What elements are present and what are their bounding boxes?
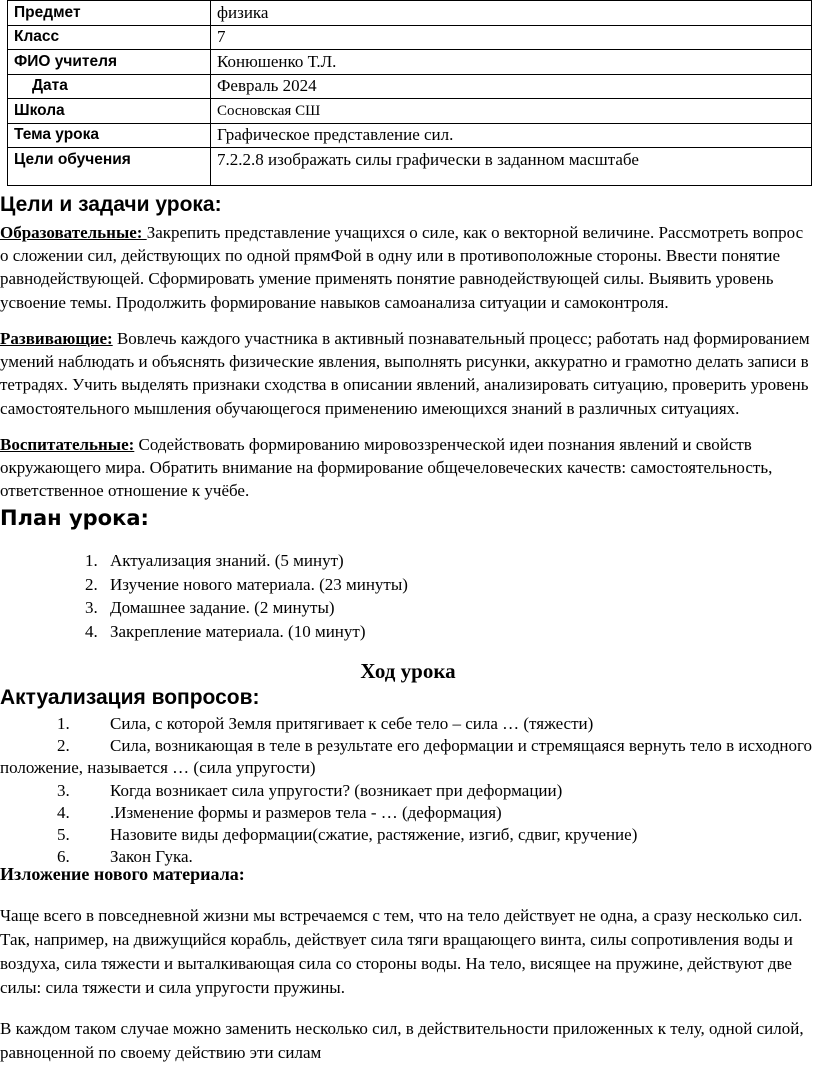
plan-heading: План урока:	[0, 506, 149, 530]
item-number: 2.	[57, 736, 70, 756]
table-row	[8, 148, 812, 186]
school-value: Сосновская СШ	[211, 99, 812, 124]
subject-label: Предмет	[8, 1, 211, 26]
developing-label: Развивающие:	[0, 329, 113, 348]
lesson-course-heading: Ход урока	[360, 659, 456, 683]
goals-heading: Цели и задачи урока:	[0, 193, 222, 216]
table-row	[8, 25, 812, 50]
topic-value: Графическое представление сил.	[211, 123, 812, 148]
topic-label: Тема урока	[8, 123, 211, 148]
item-number: 4.	[85, 621, 98, 641]
item-text: Изучение нового материала. (23 минуты)	[110, 574, 408, 594]
developing-goals	[0, 327, 812, 420]
item-number: 5.	[57, 825, 70, 845]
list-item	[0, 802, 812, 824]
item-text: Назовите виды деформации(сжатие, растяжение, изгиб, сдвиг, кручение)	[110, 825, 638, 845]
item-number: 3.	[57, 780, 70, 800]
table-row	[8, 123, 812, 148]
teacher-label: ФИО учителя	[8, 50, 211, 75]
subject-value: физика	[211, 1, 812, 26]
objectives-label: Цели обучения	[8, 148, 211, 186]
item-text: Закрепление материала. (10 минут)	[110, 621, 366, 641]
list-item	[0, 713, 812, 735]
date-label: Дата	[8, 74, 211, 99]
questions-list	[0, 713, 812, 868]
list-item	[0, 596, 408, 620]
school-label: Школа	[8, 99, 211, 124]
item-number: 6.	[57, 847, 70, 867]
teacher-value: Конюшенко Т.Л.	[211, 50, 812, 75]
item-text: Сила, с которой Земля притягивает к себе тело – сила … (тяжести)	[110, 714, 594, 733]
item-text: Актуализация знаний. (5 минут)	[110, 551, 344, 570]
educational-text: Закрепить представление учащихся о силе, как о векторной величине. Рассмотреть вопрос о сложении сил, действующих по одной прямФой в одну или в противоположные стороны. Ввести понятие равнодействующей. Сформировать умение применять понятие равнодействующей силы. Выявить уровень усвоение темы. Продолжить формирование навыков самоанализа ситуации и самоконтроля.	[0, 223, 804, 312]
new-material-paragraph-1: Чаще всего в повседневной жизни мы встречаемся с тем, что на тело действует не одна, а сразу несколько сил. Так, например, на движущийся корабль, действует сила тяги вращающего винта, силы сопротивления воды и воздуха, сила тяжести и выталкивающая сила со стороны воды. На тело, висящее на пружине, действуют две силы: сила тяжести и сила упругости пружины.	[0, 906, 803, 997]
upbringing-label: Воспитательные:	[0, 435, 135, 454]
item-number: 1.	[57, 714, 70, 733]
item-text: Домашнее задание. (2 минуты)	[110, 598, 335, 617]
objectives-value: 7.2.2.8 изображать силы графически в заданном масштабе	[211, 148, 812, 186]
item-text: Когда возникает сила упругости? (возникает при деформации)	[110, 780, 563, 800]
table-row	[8, 1, 812, 26]
date-value: Февраль 2024	[211, 74, 812, 99]
table-row	[8, 99, 812, 124]
list-item	[0, 549, 408, 573]
item-text: .Изменение формы и размеров тела - … (деформация)	[110, 802, 502, 822]
item-text: Сила, возникающая в теле в результате его деформации и стремящаяся вернуть тело в исходного положение, называется … (сила упругости)	[0, 736, 812, 778]
class-value: 7	[211, 25, 812, 50]
list-item	[0, 573, 408, 597]
table-row	[8, 74, 812, 99]
educational-goals	[0, 221, 812, 314]
list-item	[0, 620, 408, 644]
new-material-heading: Изложение нового материала:	[0, 864, 245, 884]
list-item	[0, 735, 812, 779]
upbringing-goals	[0, 433, 812, 503]
lesson-info-table	[7, 0, 812, 186]
table-row	[8, 50, 812, 75]
item-number: 2.	[85, 574, 98, 594]
plan-list	[0, 549, 408, 643]
item-number: 1.	[85, 551, 98, 570]
item-text: Закон Гука.	[110, 847, 193, 867]
item-number: 4.	[57, 802, 70, 822]
list-item	[0, 824, 812, 846]
actualization-heading: Актуализация вопросов:	[0, 686, 260, 709]
item-number: 3.	[85, 598, 98, 617]
developing-text: Вовлечь каждого участника в активный познавательный процесс; работать над формированием умений наблюдать и объяснять физические явления, выполнять рисунки, аккуратно и грамотно делать записи в тетрадях. Учить выделять признаки сходства в описании явлений, анализировать ситуацию, проверить уровень самостоятельного мышления обучающегося применению имеющихся знаний в различных ситуациях.	[0, 329, 810, 418]
educational-label: Образовательные:	[0, 223, 147, 242]
list-item	[0, 780, 812, 802]
upbringing-text: Содействовать формированию мировоззренческой идеи познания явлений и свойств окружающего мира. Обратить внимание на формирование общечеловеческих качеств: самостоятельность, ответственное отношение к учёбе.	[0, 435, 773, 501]
class-label: Класс	[8, 25, 211, 50]
new-material-paragraph-2: В каждом таком случае можно заменить несколько сил, в действительности приложенных к телу, одной силой, равноценной по своему действию эти силам	[0, 1019, 804, 1062]
